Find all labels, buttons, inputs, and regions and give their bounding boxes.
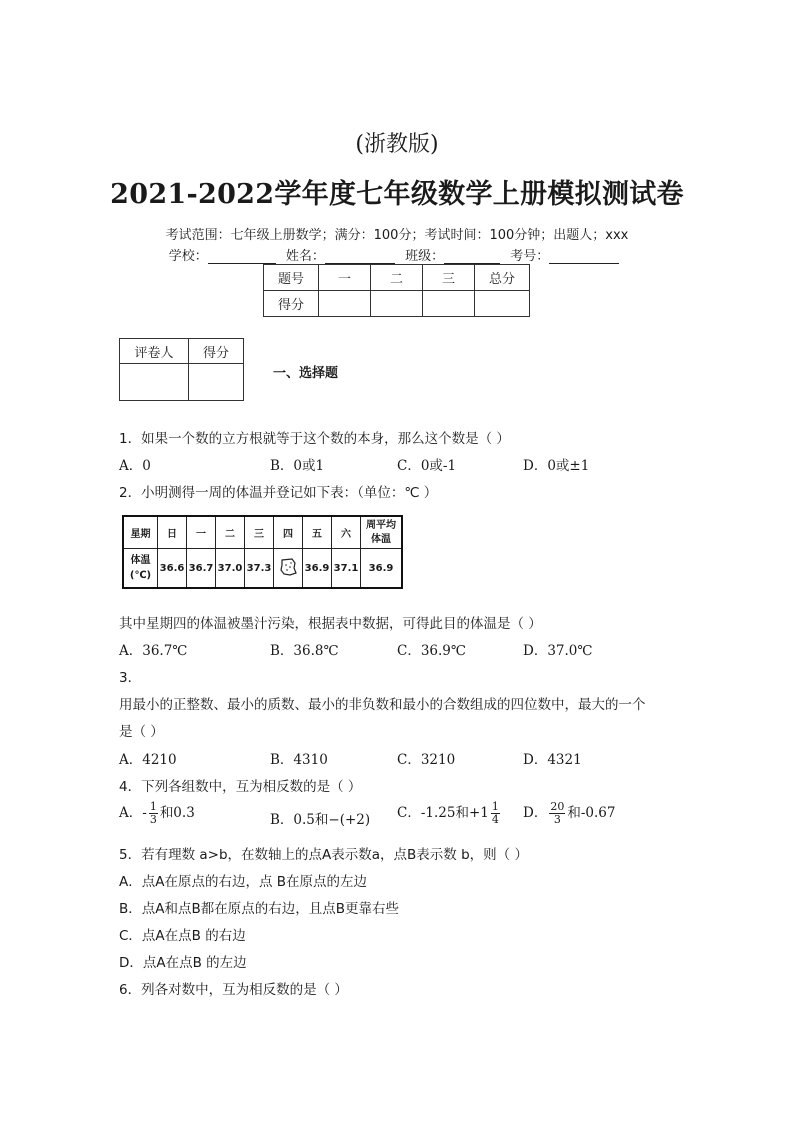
q4-option-a: [119, 801, 195, 826]
q4-a-prefix: A．-: [119, 805, 147, 821]
temp-header-cell: 五: [303, 516, 332, 549]
school-blank: [208, 250, 276, 264]
question-1: 1．如果一个数的立方根就等于这个数的本身，那么这个数是（ ）: [119, 431, 510, 447]
q3-option-b: B．4310: [270, 752, 328, 768]
name-blank: [325, 250, 395, 264]
score-cell: [319, 291, 371, 317]
exam-title: 2021-2022学年度七年级数学上册模拟测试卷: [110, 179, 684, 210]
grader-cell: [120, 364, 189, 401]
q3-option-c: C．3210: [397, 752, 456, 768]
grader-score-header: 得分: [189, 339, 244, 364]
edition-label: (浙教版): [355, 132, 439, 157]
q2-option-d: D．37.0℃: [523, 643, 593, 659]
grader-table: [119, 338, 244, 401]
q4-a-suffix: 和0.3: [159, 805, 195, 821]
temp-header-cell: 一: [187, 516, 216, 549]
section-heading: 一、选择题: [273, 366, 339, 381]
exam-number-label: 考号：: [510, 249, 550, 264]
score-header-cell: 一: [319, 265, 371, 291]
score-header-cell: 题号: [264, 265, 319, 291]
temp-header-cell: 日: [158, 516, 187, 549]
q2-option-c: C．36.9℃: [397, 643, 466, 659]
class-label: 班级：: [405, 249, 445, 264]
question-2-body: 其中星期四的体温被墨汁污染，根据表中数据，可得此目的体温是（ ）: [119, 616, 542, 632]
temp-label-line1: 体温: [130, 555, 151, 566]
q1-option-d: D．0或±1: [523, 458, 590, 474]
q2-option-b: B．36.8℃: [270, 643, 339, 659]
question-6: 6．列各对数中，互为相反数的是（ ）: [119, 982, 348, 998]
q1-option-a: A．0: [119, 458, 151, 474]
score-cell: [371, 291, 423, 317]
fraction-numerator: 1: [491, 800, 499, 813]
fraction-denominator: 4: [491, 813, 499, 826]
class-blank: [444, 250, 500, 264]
average-label-line1: 周平均: [366, 519, 396, 531]
score-header-cell: 二: [371, 265, 423, 291]
temperature-table: [122, 515, 403, 589]
q3-option-a: A．4210: [119, 752, 177, 768]
question-4: 4．下列各组数中，互为相反数的是（ ）: [119, 779, 362, 795]
q5-option-b: B．点A和点B都在原点的右边，且点B更靠右些: [119, 901, 400, 917]
q5-option-a: A．点A在原点的右边，点 B在原点的左边: [119, 874, 368, 890]
exam-info: 考试范围：七年级上册数学；满分：100分；考试时间：100分钟；出题人；xxx: [165, 228, 629, 243]
temp-value-cell: 36.6: [158, 549, 187, 589]
q4-c-prefix: C．-1.25和+1: [397, 805, 489, 821]
q4-a-fraction: [149, 801, 158, 826]
q4-option-c: [397, 801, 502, 826]
temp-row-label: [123, 549, 158, 589]
question-2: 2．小明测得一周的体温并登记如下表：（单位：℃ ）: [119, 485, 438, 501]
question-3-body: 用最小的正整数、最小的质数、最小的非负数和最小的合数组成的四位数中，最大的一个: [119, 697, 646, 713]
fraction-denominator: 3: [553, 813, 561, 826]
fraction-numerator: 1: [149, 800, 157, 813]
fraction-numerator: 20: [550, 800, 565, 813]
question-3-body-end: 是（ ）: [119, 724, 164, 740]
temp-header-cell: 六: [332, 516, 361, 549]
q4-d-fraction: [549, 801, 565, 826]
school-label: 学校：: [168, 249, 208, 264]
temp-average-value: 36.9: [361, 549, 403, 589]
temp-header-cell: 四: [274, 516, 303, 549]
q1-option-b: B．0或1: [270, 458, 325, 474]
temp-header-cell: 二: [216, 516, 245, 549]
temp-value-cell: 36.7: [187, 549, 216, 589]
q3-option-d: D．4321: [523, 752, 582, 768]
temp-value-cell: 37.3: [245, 549, 274, 589]
q4-d-prefix: D．: [523, 805, 548, 821]
grader-header: 评卷人: [120, 339, 189, 364]
grader-score-cell: [189, 364, 244, 401]
fraction-denominator: 3: [149, 813, 157, 826]
temp-value-cell: 37.0: [216, 549, 245, 589]
score-row-label: 得分: [264, 291, 319, 317]
q4-option-d: [523, 801, 615, 826]
exam-number-blank: [549, 250, 619, 264]
q4-option-b: B．0.5和−(+2): [270, 812, 371, 828]
q5-option-d: D．点A在点B 的左边: [119, 955, 247, 971]
temp-header-cell: 星期: [123, 516, 158, 549]
score-cell: [423, 291, 475, 317]
q4-c-fraction: [491, 801, 500, 826]
ink-stain-cell: [274, 549, 303, 589]
score-header-cell: 三: [423, 265, 475, 291]
temp-label-line2: (℃): [129, 570, 152, 581]
q1-option-c: C．0或-1: [397, 458, 457, 474]
question-5: 5．若有理数 a>b，在数轴上的点A表示数a，点B表示数 b，则（ ）: [119, 847, 528, 863]
average-label-line2: 体温: [371, 533, 391, 545]
temp-value-cell: 37.1: [332, 549, 361, 589]
question-3: 3．: [119, 670, 142, 686]
student-fields: [0, 245, 794, 264]
name-label: 姓名：: [285, 249, 325, 264]
temp-average-header: [361, 516, 403, 549]
ink-stain-icon: [278, 557, 298, 577]
score-header-cell: 总分: [475, 265, 530, 291]
q5-option-c: C．点A在点B 的右边: [119, 928, 246, 944]
q4-d-suffix: 和-0.67: [567, 805, 616, 821]
temp-header-cell: 三: [245, 516, 274, 549]
q2-option-a: A．36.7℃: [119, 643, 188, 659]
score-table: [263, 264, 530, 317]
temp-value-cell: 36.9: [303, 549, 332, 589]
score-cell: [475, 291, 530, 317]
